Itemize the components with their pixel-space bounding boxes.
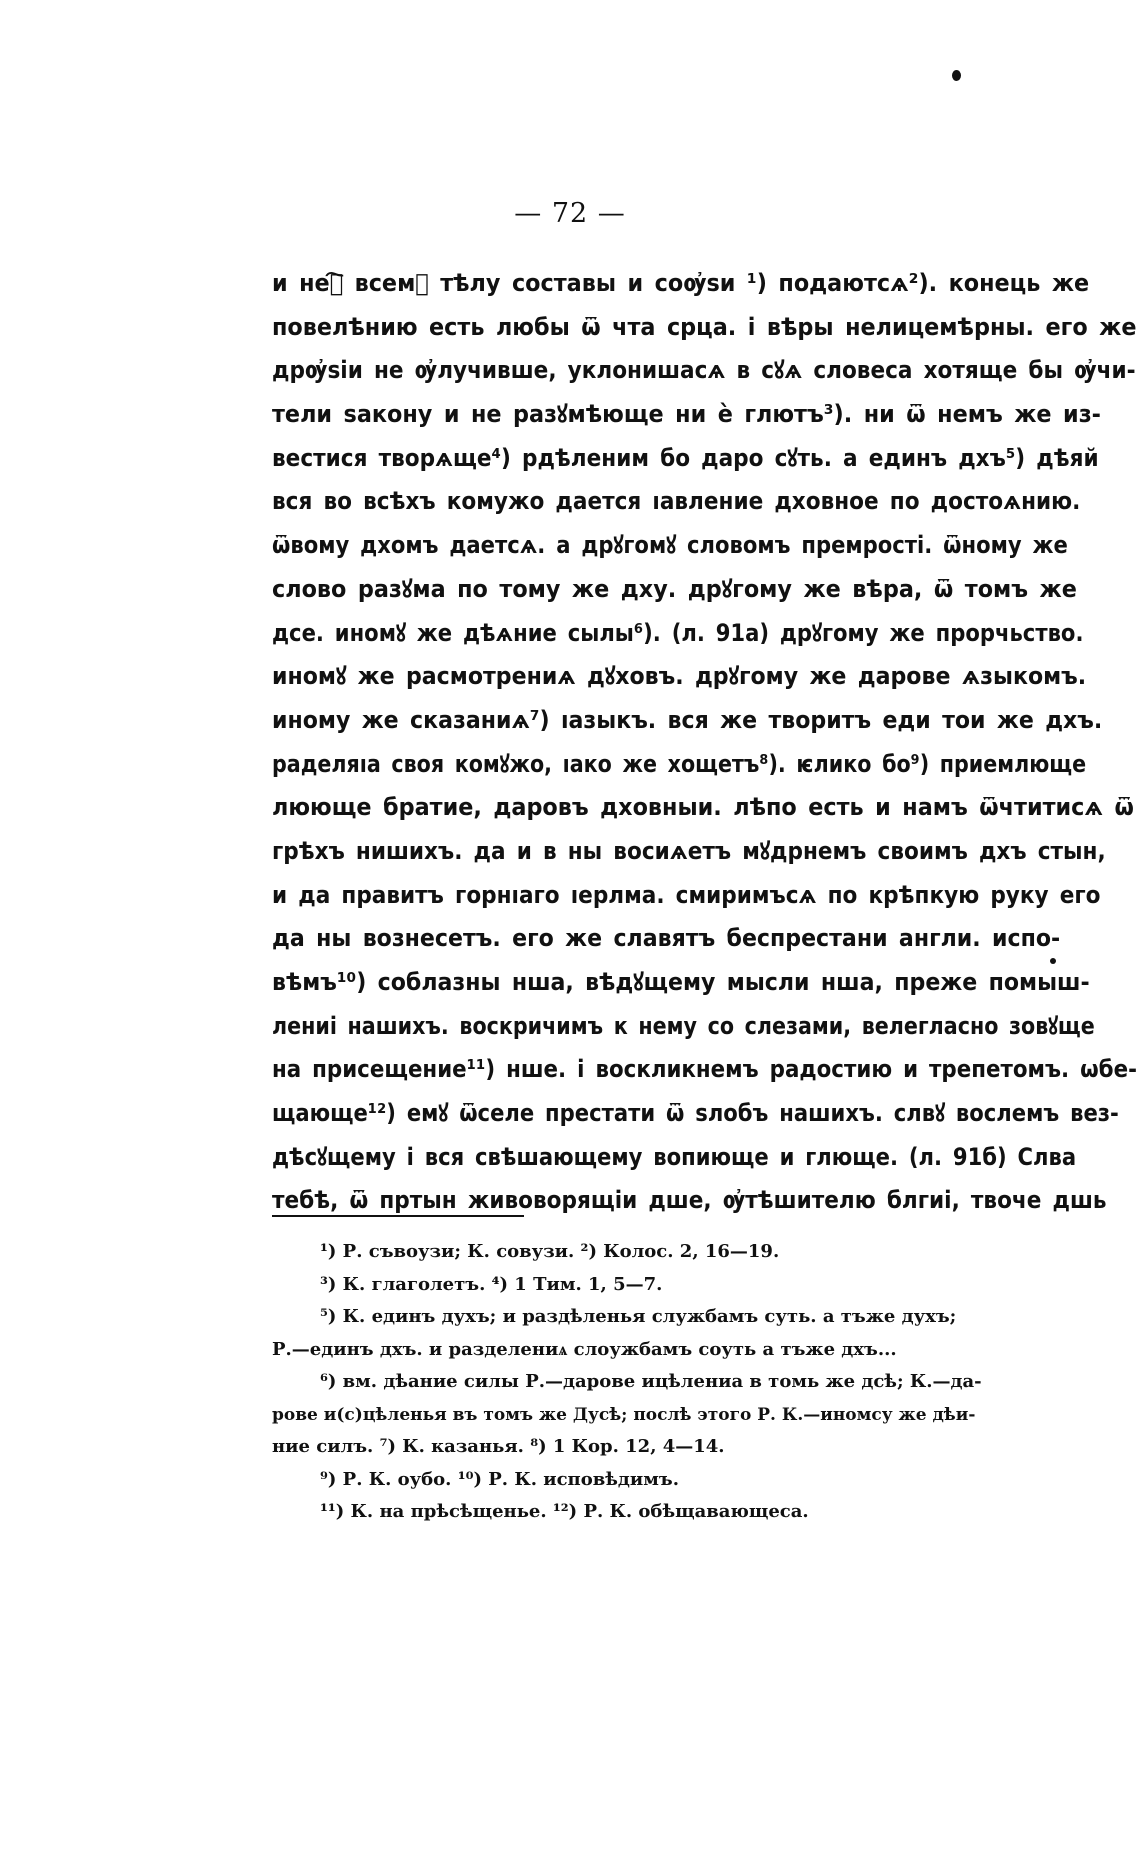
text-line bbox=[272, 655, 1087, 699]
text-line bbox=[272, 1092, 1119, 1136]
text-line-content: дсе. иномꙋ же дѣѧние сылы⁶). (л. 91а) дрꙋгому же прорчьство. bbox=[272, 618, 1084, 647]
text-line-content: повелѣнию есть любы ѿ чта срца. і вѣры нелицемѣрны. его же bbox=[272, 312, 1137, 341]
text-line bbox=[272, 1005, 1095, 1049]
main-text-block bbox=[272, 262, 1137, 1223]
text-line-content: на присещение¹¹) нше. і воскликнемъ радостию и трепетомъ. ѡбе- bbox=[272, 1055, 1137, 1084]
text-line-content: и да правитъ горнıаго ıерлма. смиримъсѧ по крѣпкую руку его bbox=[272, 880, 1101, 909]
text-line bbox=[272, 1136, 1077, 1180]
text-line-content: лююще братие, даровъ дховныи. лѣпо есть и намъ ѿчтитисѧ ѿ bbox=[272, 793, 1134, 822]
footnote-line: Р.—единъ дхъ. и разделениѧ слоужбамъ соуть а тъже дхъ... bbox=[272, 1338, 897, 1360]
footnote-line: рове и(с)цѣленья въ томъ же Дусѣ; послѣ этого Р. К.—иномсу же дѣи- bbox=[272, 1404, 976, 1425]
text-line bbox=[272, 830, 1106, 874]
text-line bbox=[272, 874, 1101, 918]
text-line bbox=[272, 480, 1081, 524]
text-line bbox=[272, 743, 1087, 787]
footnote-line: ¹¹) К. на прѣсѣщенье. ¹²) Р. К. обѣщавающеса. bbox=[320, 1501, 809, 1522]
text-line bbox=[272, 437, 1099, 481]
text-line-content: дрѹ҆ѕіи не ѹ҆лучивше, уклонишасѧ в сꙋѧ словеса хотяще бы ѹ҆чи- bbox=[272, 356, 1136, 385]
text-line-content: тебѣ, ѿ пртын живоворящіи дше, ѹ҆тѣшителю блгиі, твоче дшь bbox=[272, 1186, 1107, 1215]
footnote-line: ⁵) К. единъ духъ; и раздѣленья службамъ суть. а тъже духъ; bbox=[320, 1306, 957, 1327]
text-line bbox=[272, 1048, 1137, 1092]
footnote-line: ¹) Р. съвоузи; К. совузи. ²) Колос. 2, 16—19. bbox=[320, 1241, 780, 1262]
text-line-content: вся во всѣхъ комужо дается ıавление дховное по достоѧнию. bbox=[272, 487, 1081, 516]
text-line bbox=[272, 612, 1084, 656]
text-line-content: лениі нашихъ. воскричимъ к нему со слезами, велегласно зовꙋще bbox=[272, 1011, 1095, 1040]
text-line-content: иномꙋ же расмотрениѧ дꙋховъ. дрꙋгому же дарове ѧзыкомъ. bbox=[272, 662, 1087, 691]
ink-speck bbox=[952, 70, 961, 81]
text-line-content: вестися творѧще⁴) рдѣленим бо даро сꙋть. а единъ дхъ⁵) дѣяй bbox=[272, 443, 1099, 472]
text-line bbox=[272, 699, 1103, 743]
text-line bbox=[272, 393, 1101, 437]
text-line bbox=[272, 568, 1077, 612]
page-number: — 72 — bbox=[514, 198, 626, 229]
footnote-line: ⁹) Р. К. оубо. ¹⁰) Р. К. исповѣдимъ. bbox=[320, 1468, 679, 1490]
text-line-content: и неⷨ҇ всемꙋ тѣлу составы и соѹ҆ѕи ¹) подаютсѧ²). конець же bbox=[272, 269, 1090, 297]
text-line-content: вѣмъ¹⁰) соблазны нша, вѣдꙋщему мысли нша, преже помыш- bbox=[272, 968, 1090, 996]
text-line-content: тели ѕакону и не разꙋмѣюще ни ѐ глютъ³). ни ѿ немъ же из- bbox=[272, 400, 1101, 429]
text-line bbox=[272, 917, 1061, 961]
text-line-content: щающе¹²) емꙋ ѿселе престати ѿ ѕлобъ нашихъ. слвꙋ вослемъ вез- bbox=[272, 1099, 1119, 1128]
text-line bbox=[272, 306, 1137, 350]
footnote-line: ние силъ. ⁷) К. казанья. ⁸) 1 Кор. 12, 4—14. bbox=[272, 1436, 725, 1457]
footnotes-block bbox=[272, 1236, 1032, 1529]
text-line-content: слово разꙋма по тому же дху. дрꙋгому же вѣра, ѿ томъ же bbox=[272, 574, 1077, 603]
text-line-content: ѿвому дхомъ даетсѧ. а дрꙋгомꙋ словомъ премрості. ѿному же bbox=[272, 531, 1068, 560]
text-line bbox=[272, 262, 1090, 306]
text-line-content: дѣсꙋщему і вся свѣшающему вопиюще и глюще. (л. 91б) Слва bbox=[272, 1142, 1077, 1171]
text-line-content: раделяıа своя комꙋжо, ıако же хощетъ⁸). ѥлико бо⁹) приемлюще bbox=[272, 749, 1087, 778]
text-line-content: да ны вознесетъ. его же славятъ беспрестани англи. испо- bbox=[272, 924, 1061, 953]
text-line bbox=[272, 961, 1090, 1005]
text-line bbox=[272, 349, 1136, 393]
text-line bbox=[272, 786, 1134, 830]
footnote-line: ³) К. глаголетъ. ⁴) 1 Тим. 1, 5—7. bbox=[320, 1273, 663, 1295]
footnote-line: ⁶) вм. дѣание силы Р.—дарове ицѣлениа в томь же дсѣ; К.—да- bbox=[320, 1371, 982, 1392]
text-line-content: грѣхъ нишихъ. да и в ны восиѧетъ мꙋдрнемъ своимъ дхъ стын, bbox=[272, 836, 1106, 865]
text-line-content: иному же сказаниѧ⁷) ıазыкъ. вся же творитъ еди тои же дхъ. bbox=[272, 705, 1103, 734]
text-line bbox=[272, 524, 1068, 568]
footnote-divider bbox=[272, 1215, 524, 1217]
